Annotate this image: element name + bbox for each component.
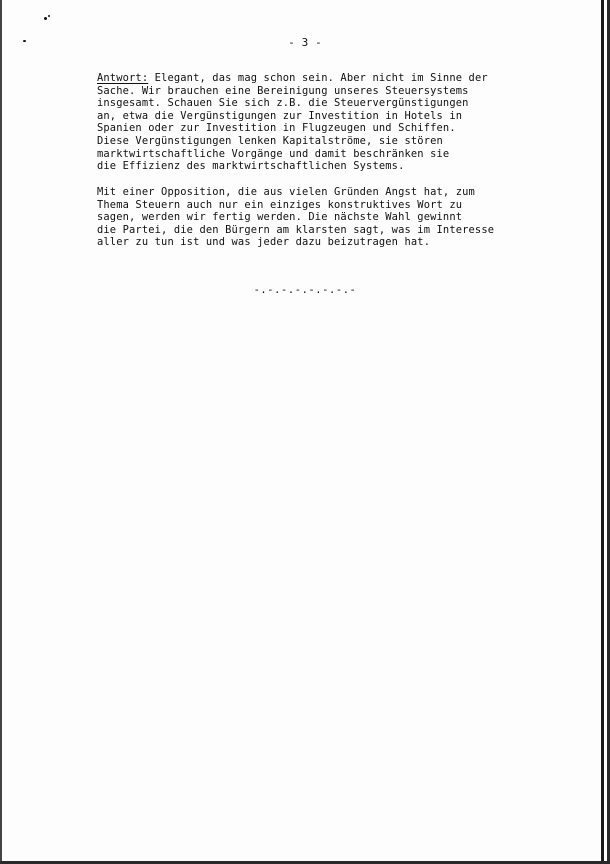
answer-line	[97, 148, 577, 161]
scan-speck	[44, 17, 47, 20]
answer-line-text: Diese Vergünstigungen lenken Kapitalströme, sie stören	[97, 134, 443, 147]
end-separator: -.-.-.-.-.-.-.-	[253, 284, 357, 296]
answer-line	[97, 135, 577, 148]
paragraph-line: die Partei, die den Bürgern am klarsten sagt, was im Interesse	[97, 223, 495, 236]
answer-line	[97, 122, 577, 135]
answer-line	[97, 110, 577, 123]
answer-first-line-text: Elegant, das mag schon sein. Aber nicht im Sinne der	[148, 72, 488, 84]
scan-edge-right	[601, 0, 604, 864]
answer-line	[97, 160, 577, 173]
closing-paragraph	[97, 186, 577, 249]
answer-line-text: marktwirtschaftliche Vorgänge und damit beschränken sie	[97, 147, 450, 160]
scan-edge-left	[0, 0, 2, 864]
paragraph-line: Thema Steuern auch nur ein einziges konstruktives Wort zu	[97, 198, 463, 211]
page-number: - 3 -	[288, 36, 322, 49]
paragraph-line: sagen, werden wir fertig werden. Die nächste Wahl gewinnt	[97, 211, 463, 224]
paragraph-line: Mit einer Opposition, die aus vielen Gründen Angst hat, zum	[97, 186, 475, 198]
answer-first-line	[97, 72, 577, 85]
answer-label: Antwort:	[97, 72, 149, 84]
answer-line	[97, 97, 577, 110]
answer-line-text: an, etwa die Vergünstigungen zur Investition in Hotels in	[97, 109, 463, 122]
answer-paragraph	[97, 72, 577, 173]
scan-speck	[48, 15, 50, 17]
answer-line-text: Sache. Wir brauchen eine Bereinigung unseres Steuersystems	[97, 84, 469, 97]
answer-line-text: die Effizienz des marktwirtschaftlichen Systems.	[97, 160, 405, 173]
answer-line-text: insgesamt. Schauen Sie sich z.B. die Steuervergünstigungen	[97, 97, 469, 110]
answer-line	[97, 85, 577, 98]
answer-line-text: Spanien oder zur Investition in Flugzeugen und Schiffen.	[97, 122, 456, 135]
paragraph-line: aller zu tun ist und was jeder dazu beizutragen hat.	[97, 236, 431, 249]
